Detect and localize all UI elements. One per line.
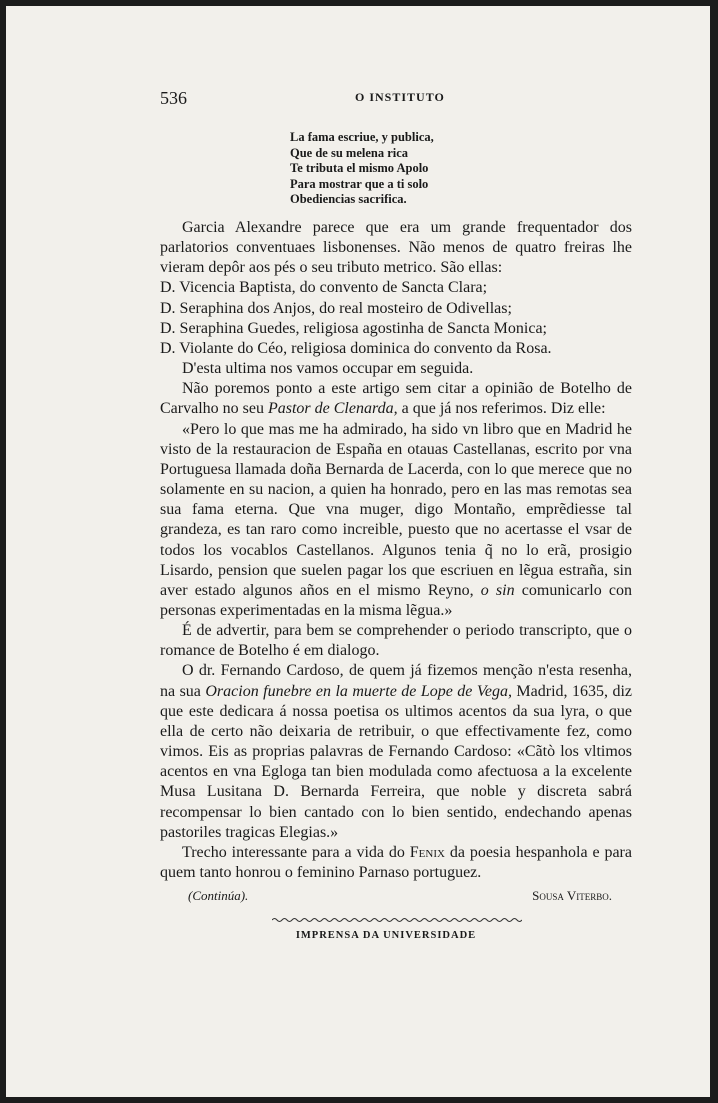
fenix-name: Fenix [409, 843, 445, 861]
paragraph-text: Não poremos ponto a este artigo sem citar a opinião de Botelho de Carvalho no seu [160, 380, 632, 418]
paragraph-note: É de advertir, para bem se comprehender o periodo transcripto, que o romance de Botelho é em dialogo. [160, 622, 632, 660]
verse-line: Obediencias sacrifica. [290, 192, 407, 207]
imprint-line: IMPRENSA DA UNIVERSIDADE [295, 930, 477, 941]
page-number: 536 [160, 88, 187, 108]
paragraph-closing [160, 843, 632, 883]
nun-list-item: D. Vicencia Baptista, do convento de Sancta Clara; [160, 279, 488, 297]
quotation-italic: o sin [480, 581, 515, 599]
verse-line: Para mostrar que a ti solo [290, 176, 429, 191]
nun-list-item: D. Violante do Céo, religiosa dominica do convento da Rosa. [160, 339, 552, 357]
verse-line: La fama escriue, y publica, [290, 130, 434, 144]
continued-note: (Continúa). [188, 888, 249, 903]
quotation-text: comunicarlo con personas experimentadas en la misma lẽgua.» [160, 581, 632, 619]
quotation-paragraph [160, 420, 632, 622]
paragraph-text: Trecho interessante para a vida do [182, 843, 410, 861]
paragraph-text: a que já nos referimos. Diz elle: [397, 400, 606, 418]
paragraph-botelho [160, 379, 632, 419]
verse-line: Te tributa el mismo Apolo [290, 161, 429, 176]
author-signature: Sousa Viterbo. [532, 888, 612, 903]
paragraph-text: da poesia hespanhola e para quem tanto honrou o feminino Parnaso portuguez. [160, 843, 632, 881]
paragraph-transition: D'esta ultima nos vamos occupar em seguida. [182, 360, 474, 378]
paragraph-intro: Garcia Alexandre parece que era um grande frequentador dos parlatorios conventuaes lisbonenses. Não menos de quatro freiras lhe vieram depôr aos pés o seu tributo metrico. São ellas: [160, 219, 632, 277]
oration-title: Oracion funebre en la muerte de Lope de Vega, [205, 682, 512, 700]
body-text [160, 218, 632, 883]
verse-line: Que de su melena rica [290, 145, 409, 160]
verse-stanza [290, 130, 550, 208]
wavy-rule-line [272, 919, 522, 922]
paragraph-cardoso [160, 661, 632, 842]
quotation-text: «Pero lo que mas me ha admirado, ha sido vn libro que en Madrid he visto de la restauracion de España en otauas Castellanas, escrito por vna Portuguesa llamada doña Bernarda de Lacerda, con lo que merece que no solamente en su nacion, a quien ha honrado, pero en las mas remotas sea sua fama eterna. Que vna muger, digo Montaño, emprẽdiesse tal grandeza, es tan raro como increible, puesto que no acertasse el vsar de todos los vocablos Castellanos. Algunos tenia q̃ no lo erã, prosigio Lisardo, pension que suelen pagar los que escriuen en lẽgua estraña, sin aver estado algunos años en el mismo Reyno, [160, 420, 632, 599]
book-title: Pastor de Clenarda, [267, 400, 398, 418]
nun-list-item: D. Seraphina dos Anjos, do real mosteiro de Odivellas; [160, 299, 512, 317]
paragraph-text: Madrid, 1635, diz que este dedicara á nossa poetisa os ultimos acentos da sua lyra, o que ella de certo não deixaria de retribuir, o que effectivamente fez, como vimos. Eis as proprias palavras de Fernando Cardoso: «Cãtò los vltimos acentos en vna Egloga tan bien modulada como afectuosa a la excelente Musa Lusitana D. Bernarda Ferreira, que noble y discreta sabrá recompensar lo bien cantado con lo bien sentido, endechando apenas pastoriles tragicas Elegias.» [160, 682, 632, 841]
page-header [160, 88, 560, 110]
nun-list-item: D. Seraphina Guedes, religiosa agostinha de Sancta Monica; [160, 319, 547, 337]
signature-row [160, 888, 612, 906]
wavy-rule-ornament [272, 917, 522, 923]
paragraph-text: O dr. Fernando Cardoso, de quem já fizemos menção n'esta resenha, na sua [160, 662, 632, 700]
running-title: O INSTITUTO [355, 90, 445, 104]
